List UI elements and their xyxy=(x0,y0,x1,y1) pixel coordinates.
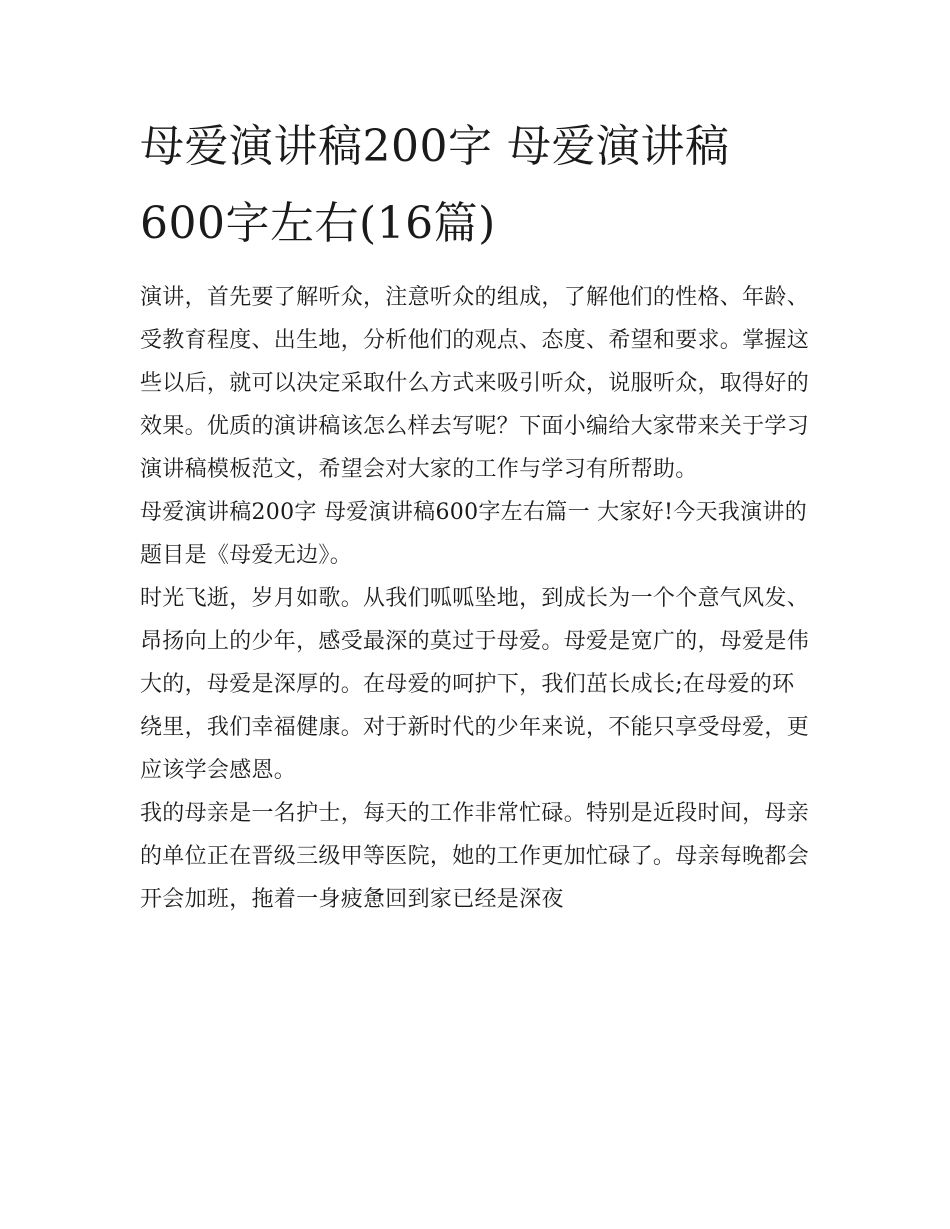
paragraph-intro: 演讲，首先要了解听众，注意听众的组成，了解他们的性格、年龄、受教育程度、出生地，分析他们的观点、态度、希望和要求。掌握这些以后，就可以决定采取什么方式来吸引听众，说服听众，取得好的效果。优质的演讲稿该怎么样去写呢？下面小编给大家带来关于学习演讲稿模板范文，希望会对大家的工作与学习有所帮助。 xyxy=(140,285,810,482)
document-title: 母爱演讲稿200字 母爱演讲稿600字左右(16篇) xyxy=(140,121,730,249)
document-body xyxy=(140,276,812,921)
paragraph-my-mother: 我的母亲是一名护士，每天的工作非常忙碌。特别是近段时间，母亲的单位正在晋级三级甲等医院，她的工作更加忙碌了。母亲每晚都会开会加班，拖着一身疲惫回到家已经是深夜 xyxy=(140,801,810,912)
document-page xyxy=(140,108,812,921)
paragraph-opening: 母爱演讲稿200字 母爱演讲稿600字左右篇一 大家好!今天我演讲的题目是《母爱无边》。 xyxy=(140,500,808,568)
paragraph-motherly-love: 时光飞逝，岁月如歌。从我们呱呱坠地，到成长为一个个意气风发、昂扬向上的少年，感受最深的莫过于母爱。母爱是宽广的，母爱是伟大的，母爱是深厚的。在母爱的呵护下，我们茁长成长;在母爱的环绕里，我们幸福健康。对于新时代的少年来说，不能只享受母爱，更应该学会感恩。 xyxy=(140,586,810,783)
